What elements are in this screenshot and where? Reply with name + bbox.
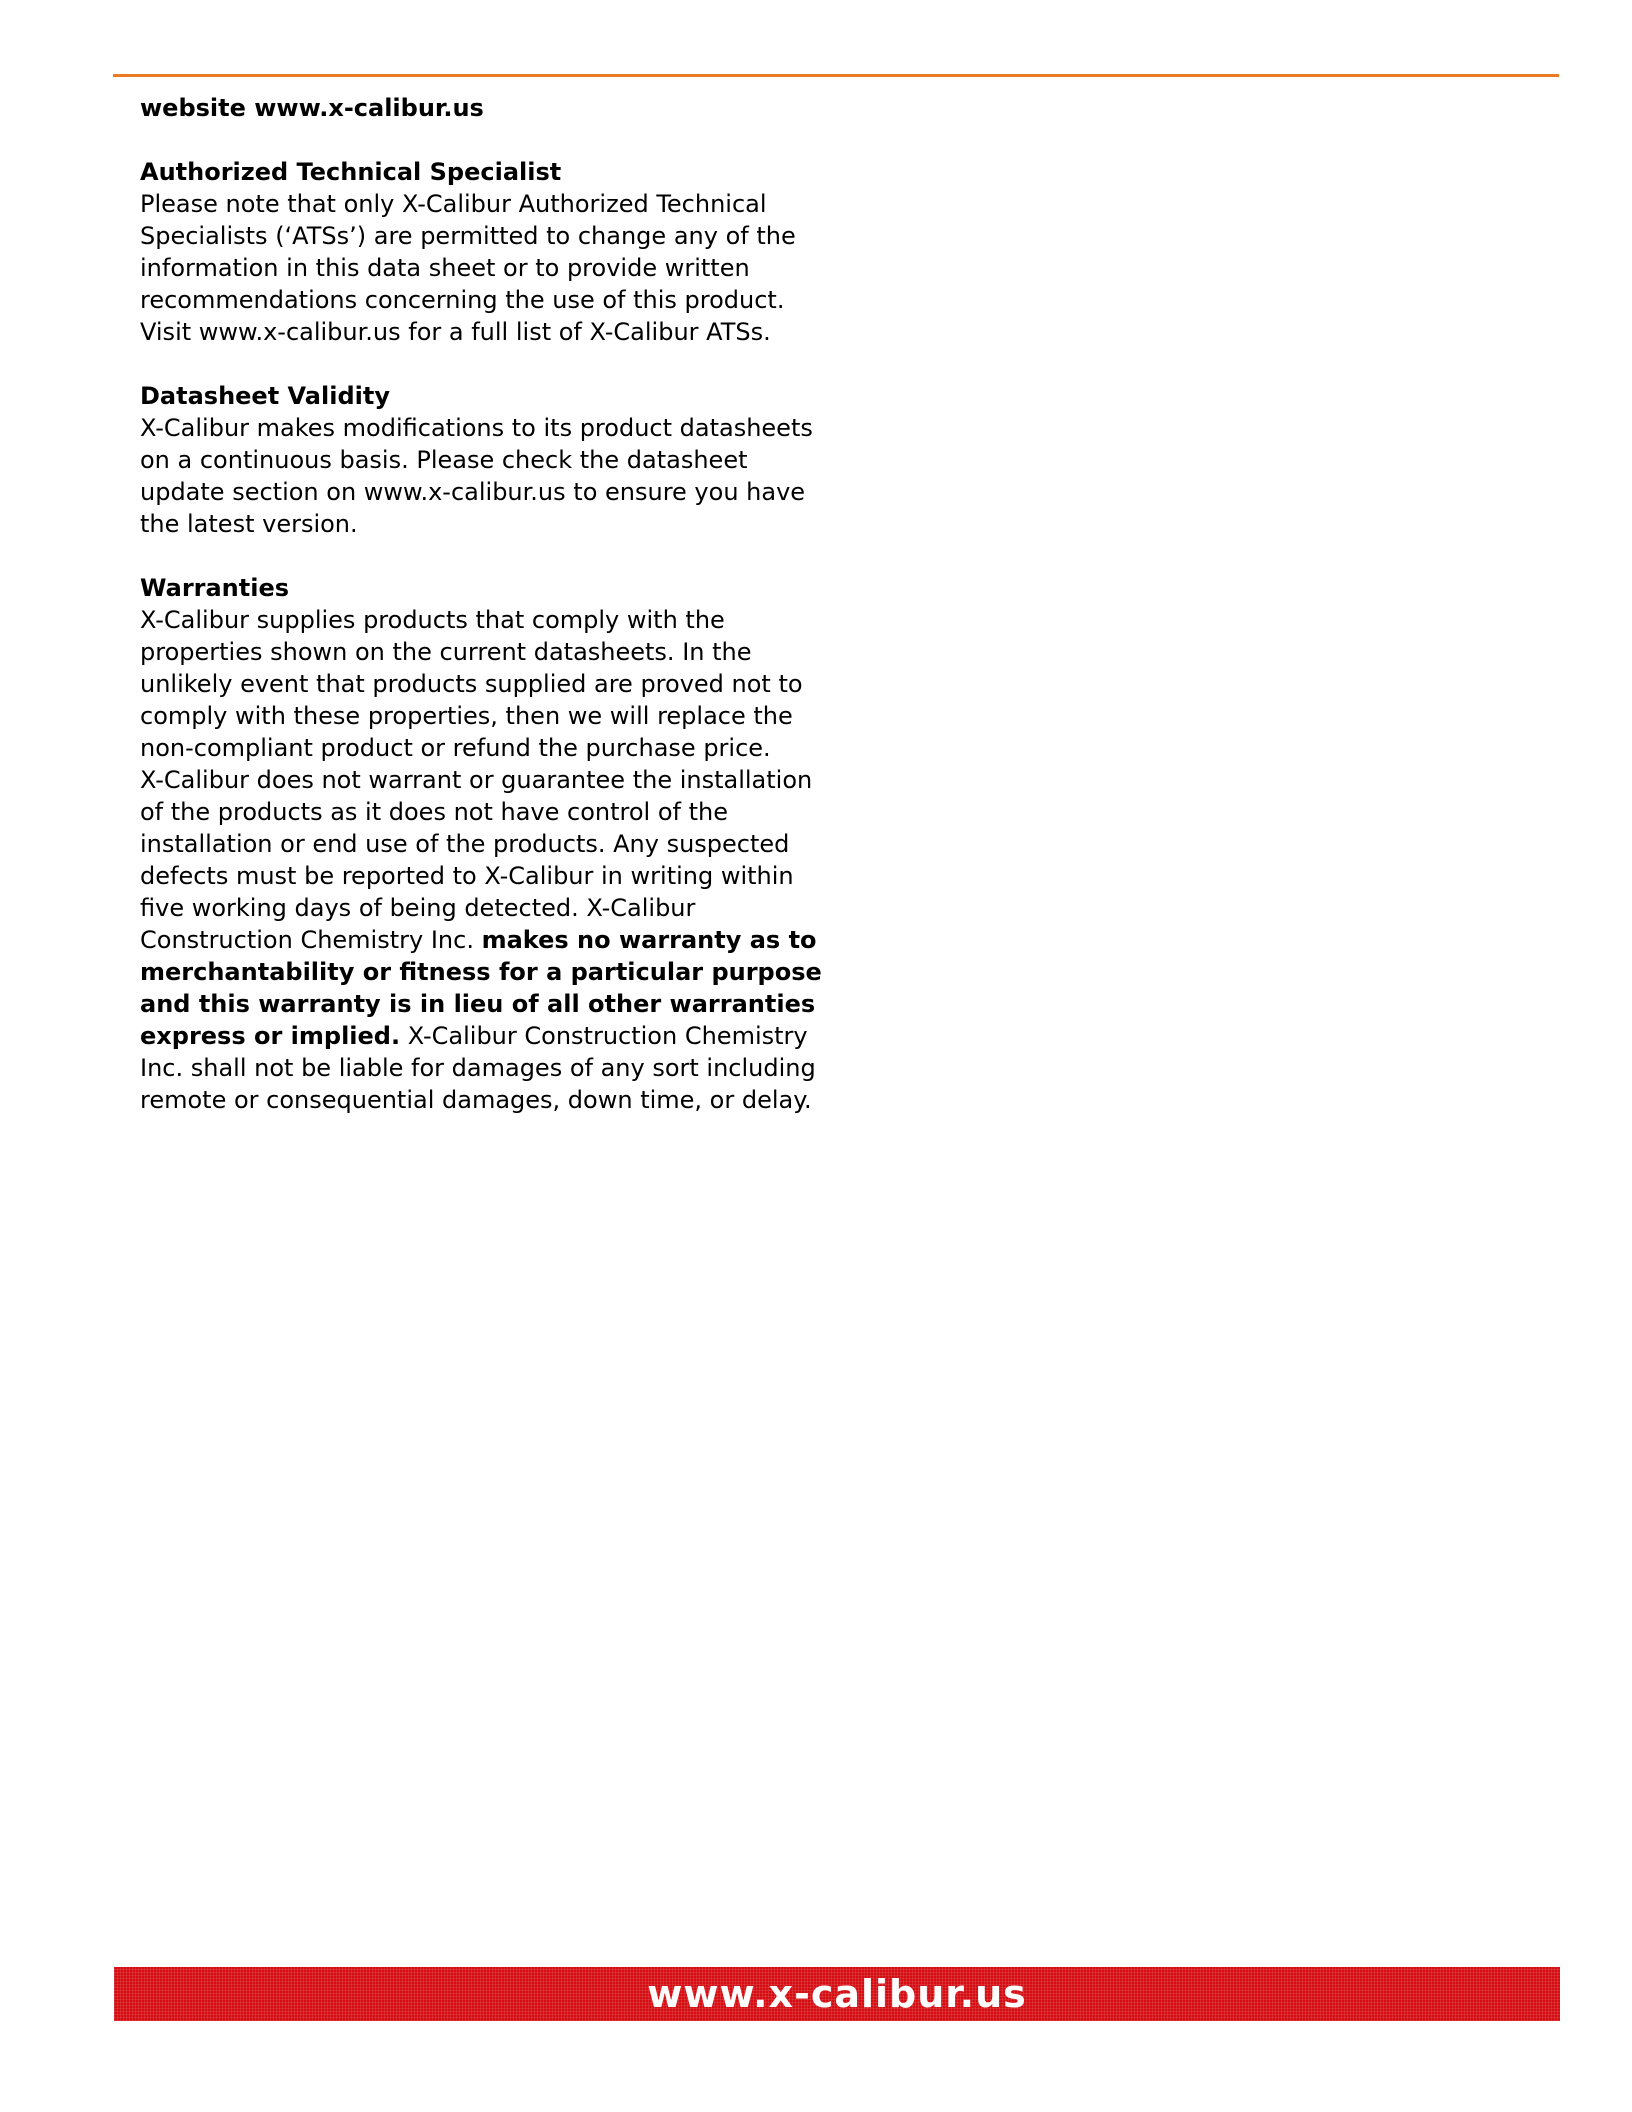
- text-bold: makes no warranty as to: [481, 926, 817, 954]
- text-line: non-compliant product or refund the purchase price.: [140, 734, 771, 762]
- text-line: information in this data sheet or to provide written: [140, 254, 750, 282]
- website-line: website www.x-calibur.us: [140, 94, 484, 122]
- section-warranties: [140, 572, 820, 1116]
- footer-bar: [114, 1967, 1560, 2021]
- text-line: five working days of being detected. X-Calibur: [140, 894, 696, 922]
- text-line: Visit www.x-calibur.us for a full list of X-Calibur ATSs.: [140, 318, 771, 346]
- text-line: recommendations concerning the use of this product.: [140, 286, 785, 314]
- text-line-mixed: [140, 924, 820, 956]
- text-line-bold: and this warranty is in lieu of all other warranties: [140, 990, 816, 1018]
- text-line: unlikely event that products supplied are proved not to: [140, 670, 803, 698]
- text-line: on a continuous basis. Please check the datasheet: [140, 446, 748, 474]
- text-line: X-Calibur makes modifications to its product datasheets: [140, 414, 813, 442]
- text-line: update section on www.x-calibur.us to ensure you have: [140, 478, 806, 506]
- text-line: X-Calibur supplies products that comply with the: [140, 606, 725, 634]
- section-datasheet-validity: [140, 380, 820, 540]
- footer-url-link[interactable]: www.x-calibur.us: [647, 1972, 1027, 2016]
- text-line: properties shown on the current datasheets. In the: [140, 638, 752, 666]
- text-line-mixed: [140, 1020, 820, 1052]
- top-rule: [113, 74, 1559, 77]
- section-heading: Datasheet Validity: [140, 382, 390, 410]
- text-bold: express or implied.: [140, 1022, 401, 1050]
- text-line: Specialists (‘ATSs’) are permitted to change any of the: [140, 222, 796, 250]
- text-line: defects must be reported to X-Calibur in writing within: [140, 862, 794, 890]
- text-line: remote or consequential damages, down time, or delay.: [140, 1086, 812, 1114]
- text-normal: Construction Chemistry Inc.: [140, 926, 482, 954]
- text-line-bold: merchantability or fitness for a particular purpose: [140, 958, 822, 986]
- section-authorized-technical-specialist: [140, 156, 820, 348]
- text-line: comply with these properties, then we will replace the: [140, 702, 793, 730]
- text-normal: X-Calibur Construction Chemistry: [400, 1022, 808, 1050]
- text-line: Inc. shall not be liable for damages of any sort including: [140, 1054, 816, 1082]
- section-heading: Warranties: [140, 574, 290, 602]
- section-heading: Authorized Technical Specialist: [140, 158, 562, 186]
- document-body: [140, 92, 820, 1116]
- text-line: of the products as it does not have control of the: [140, 798, 728, 826]
- text-line: installation or end use of the products. Any suspected: [140, 830, 790, 858]
- text-line: Please note that only X-Calibur Authorized Technical: [140, 190, 767, 218]
- text-line: the latest version.: [140, 510, 358, 538]
- text-line: X-Calibur does not warrant or guarantee the installation: [140, 766, 813, 794]
